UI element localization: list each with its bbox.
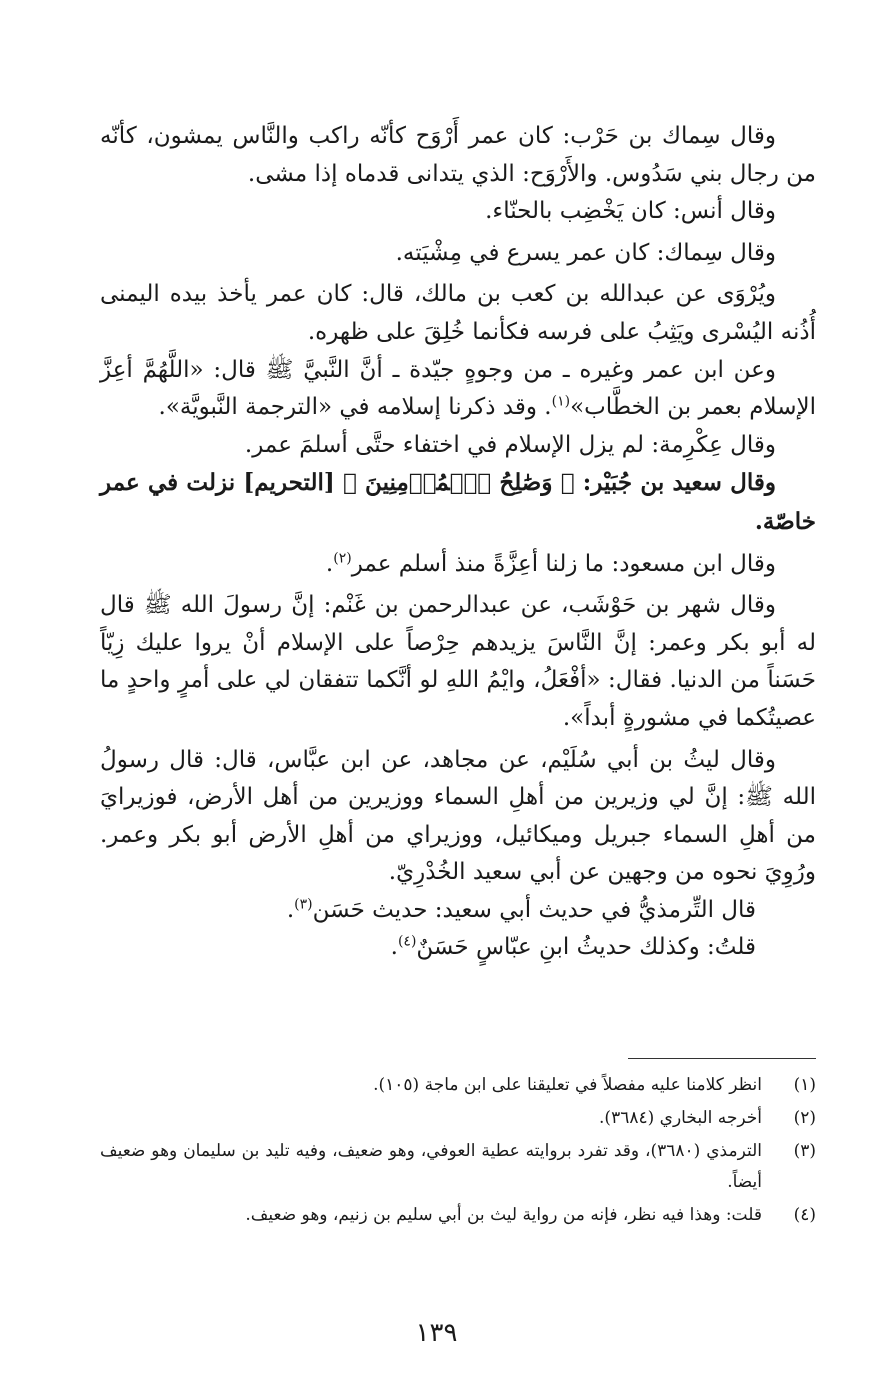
footnote-text: انظر كلامنا عليه مفصلاً في تعليقنا على ابن ماجة (١٠٥). — [373, 1075, 762, 1095]
footnotes — [100, 1070, 816, 1233]
paragraph-text: قال التِّرمذيُّ في حديث أبي سعيد: حديث حَسَن — [312, 896, 756, 923]
footnote-number: (٣) — [793, 1141, 816, 1161]
footnote-ref-3[interactable]: (٣) — [294, 896, 313, 913]
footnote-number: (١) — [793, 1075, 816, 1095]
paragraph-tail: . وقد ذكرنا إسلامه في «الترجمة النَّبويَّة». — [158, 394, 552, 421]
paragraph-tirmidhi — [100, 892, 816, 930]
paragraph-tail: . — [390, 934, 398, 961]
paragraph-text: وقال ابن مسعود: ما زلنا أعِزَّةً منذ أسلم عمر — [351, 550, 776, 577]
paragraph-ibn-umar — [100, 352, 816, 427]
paragraph-simak-1: وقال سِماك بن حَرْب: كان عمر أَرْوَح كأنّه راكب والنَّاس يمشون، كأنّه من رجال بني سَدُوس. والأَرْوَح: الذي يتدانى قدماه إذا مشى. — [100, 123, 816, 187]
footnote-text: الترمذي (٣٦٨٠)، وقد تفرد بروايته عطية العوفي، وهو ضعيف، وفيه تليد بن سليمان وهو ضعيف أيضاً. — [100, 1141, 762, 1192]
footnote-number: (٢) — [793, 1108, 816, 1128]
paragraph-said-bin-jubayr — [100, 464, 816, 541]
paragraph-anas: وقال أنس: كان يَخْضِب بالحنّاء. — [485, 198, 776, 225]
footnote-divider — [628, 1058, 816, 1059]
paragraph-abdullah-bin-kaab: ويُرْوَى عن عبدالله بن كعب بن مالك، قال: كان عمر يأخذ بيده اليمنى أُذُنه اليُسْرى ويَثِبُ على فرسه فكأنما خُلِقَ على ظهره. — [100, 281, 816, 345]
footnote-item — [100, 1070, 816, 1101]
paragraph-layth: وقال ليثُ بن أبي سُلَيْم، عن مجاهد، عن ابن عبَّاس، قال: قال رسولُ الله ﷺ: إنَّ لي وزيرين من أهلِ السماء ووزيرين من أهل الأرض، فوزيرايَ من أهلِ السماء جبريل وميكائيل، ووزيراي من أهلِ الأرض أبو بكر وعمر. ورُوِيَ نحوه من وجهين عن أبي سعيد الخُدْرِيّ. — [100, 746, 816, 886]
footnote-item — [100, 1103, 816, 1134]
footnote-item — [100, 1200, 816, 1231]
paragraph-text: قلتُ: وكذلك حديثُ ابنِ عبّاسٍ حَسَنٌ — [416, 934, 756, 961]
paragraph-shahr-bin-hawshab: وقال شهر بن حَوْشَب، عن عبدالرحمن بن غَنْم: إنَّ رسولَ الله ﷺ قال له أبو بكر وعمر: إنَّ النَّاسَ يزيدهم حِرْصاً على الإسلام أنْ يروا عليك زِيّاً حَسَناً من الدنيا. فقال: «أفْعَلُ، وايْمُ اللهِ لو أنَّكما تتفقان لي على أمرٍ واحدٍ ما عصيتُكما في مشورةٍ أبداً». — [100, 592, 816, 731]
footnote-item — [100, 1136, 816, 1198]
paragraph-text: وعن ابن عمر وغيره ـ من وجوهٍ جيّدة ـ أنَّ النَّبيَّ ﷺ قال: «اللَّهُمَّ أعِزَّ الإسلام بعمر بن الخطَّاب» — [100, 356, 816, 421]
paragraph-tail: . — [286, 896, 295, 923]
footnote-text: أخرجه البخاري (٣٦٨٤). — [599, 1108, 762, 1128]
footnote-ref-1[interactable]: (١) — [551, 393, 571, 410]
quran-verse-text: وقال سعيد بن جُبَيْر: ﴿ وَصَٰلِحُ ٱلۡمُؤۡمِنِينَ ﴾ [التحريم] نزلت في عمر خاصّة. — [100, 469, 816, 535]
paragraph-simak-2: وقال سِماك: كان عمر يسرع في مِشْيَته. — [395, 239, 776, 266]
footnote-ref-4[interactable]: (٤) — [397, 933, 417, 950]
main-text — [100, 118, 816, 967]
paragraph-author-note — [100, 929, 816, 967]
footnote-text: قلت: وهذا فيه نظر، فإنه من رواية ليث بن أبي سليم بن زنيم، وهو ضعيف. — [245, 1205, 762, 1225]
paragraph-ikrima: وقال عِكْرِمة: لم يزل الإسلام في اختفاء حتَّى أسلمَ عمر. — [244, 431, 776, 458]
page-number: ١٣٩ — [415, 1318, 458, 1348]
paragraph-ibn-masud — [100, 546, 816, 584]
footnote-number: (٤) — [793, 1205, 816, 1225]
footnote-ref-2[interactable]: (٢) — [333, 549, 352, 566]
paragraph-tail: . — [325, 550, 334, 577]
